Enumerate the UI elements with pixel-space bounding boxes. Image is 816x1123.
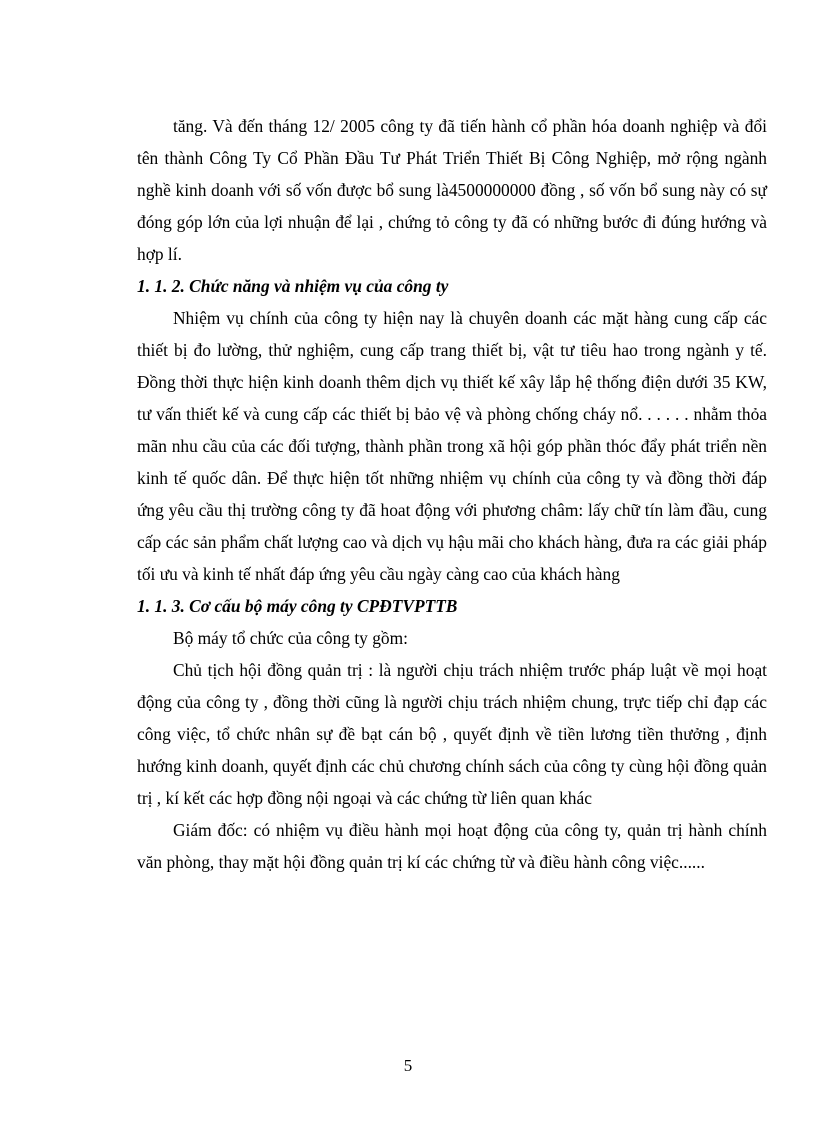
paragraph-chairman: Chủ tịch hội đồng quản trị : là người chịu trách nhiệm trước pháp luật về mọi hoạt động của công ty , đồng thời cũng là người chịu trách nhiệm chung, trực tiếp chỉ đạp các công việc, tổ chức nhân sự đề bạt cán bộ , quyết định về tiền lương tiền thưởng , định hướng kinh doanh, quyết định các chủ chương chính sách của công ty cùng hội đồng quản trị , kí kết các hợp đồng nội ngoại và các chứng từ liên quan khác bbox=[137, 660, 767, 808]
paragraph-director: Giám đốc: có nhiệm vụ điều hành mọi hoạt động của công ty, quản trị hành chính văn phòng, thay mặt hội đồng quản trị kí các chứng từ và điều hành công việc...... bbox=[137, 820, 767, 872]
section-heading-functions: 1. 1. 2. Chức năng và nhiệm vụ của công ty bbox=[137, 276, 449, 296]
page-number: 5 bbox=[403, 1056, 413, 1075]
page-content bbox=[137, 110, 767, 878]
paragraph-capitalization: tăng. Và đến tháng 12/ 2005 công ty đã tiến hành cổ phần hóa doanh nghiệp và đổi tên thành Công Ty Cổ Phần Đầu Tư Phát Triển Thiết Bị Công Nghiệp, mở rộng ngành nghề kinh doanh với số vốn được bổ sung là4500000000 đồng , số vốn bổ sung này có sự đóng góp lớn của lợi nhuận để lại , chứng tỏ công ty đã có những bước đi đúng hướng và hợp lí. bbox=[137, 116, 767, 264]
paragraph-functions: Nhiệm vụ chính của công ty hiện nay là chuyên doanh các mặt hàng cung cấp các thiết bị đo lường, thử nghiệm, cung cấp trang thiết bị, vật tư tiêu hao trong ngành y tế. Đồng thời thực hiện kinh doanh thêm dịch vụ thiết kế xây lắp hệ thống điện dưới 35 KW, tư vấn thiết kế và cung cấp các thiết bị bảo vệ và phòng chống cháy nổ. . . . . . nhằm thỏa mãn nhu cầu của các đối tượng, thành phần trong xã hội góp phần thóc đẩy phát triển nền kinh tế quốc dân. Để thực hiện tốt những nhiệm vụ chính của công ty và đồng thời đáp ứng yêu cầu thị trường công ty đã hoat động với phương châm: lấy chữ tín làm đầu, cung cấp các sản phẩm chất lượng cao và dịch vụ hậu mãi cho khách hàng, đưa ra các giải pháp tối ưu và kinh tế nhất đáp ứng yêu cầu ngày càng cao của khách hàng bbox=[137, 308, 767, 584]
paragraph-structure-intro: Bộ máy tổ chức của công ty gồm: bbox=[173, 628, 408, 648]
section-heading-structure: 1. 1. 3. Cơ cấu bộ máy công ty CPĐTVPTTB bbox=[137, 596, 458, 616]
